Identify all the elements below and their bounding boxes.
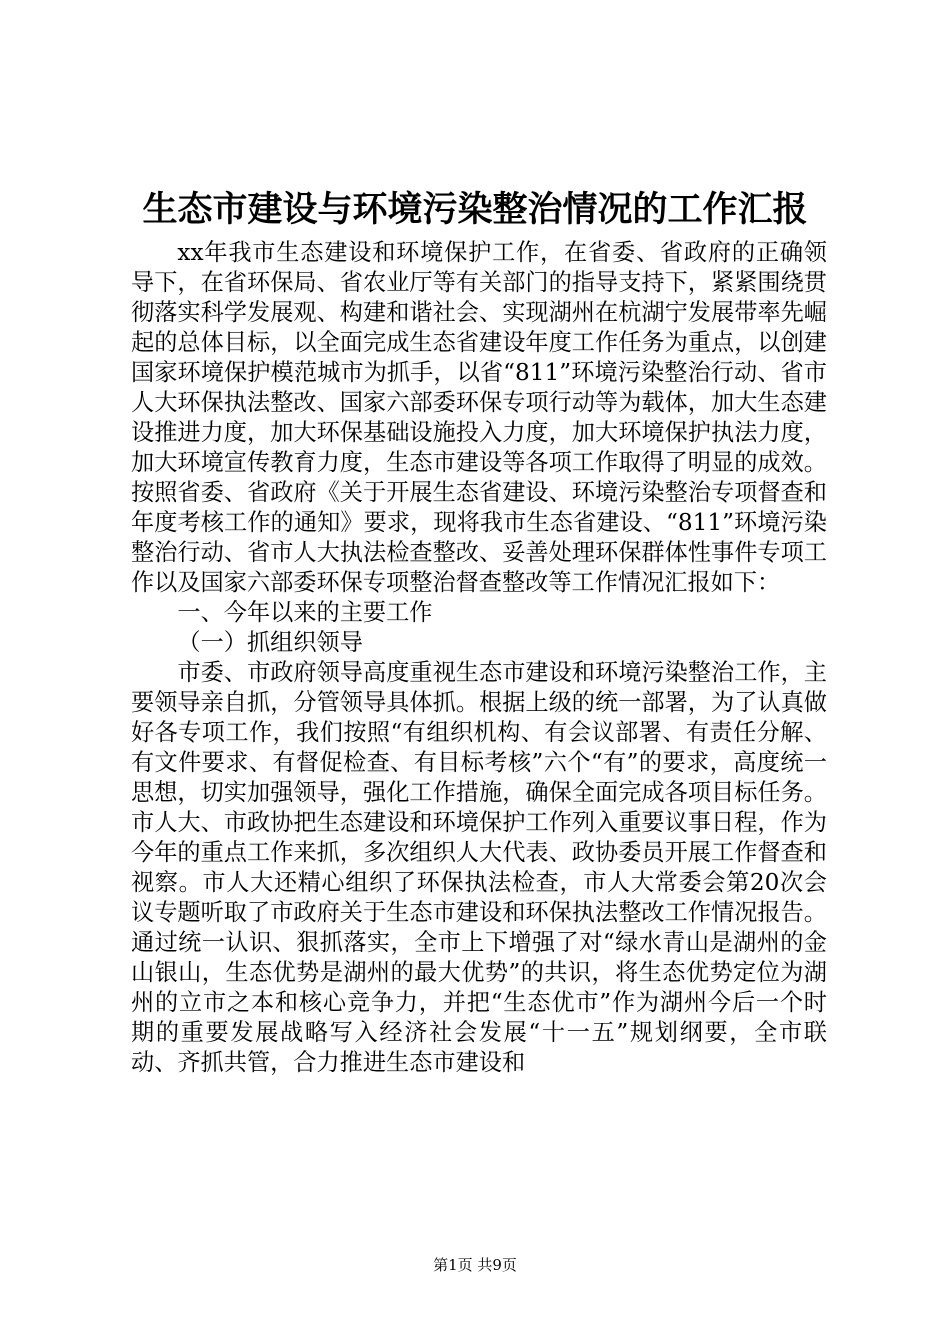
section-heading: 一、今年以来的主要工作	[177, 599, 433, 626]
paragraph-organization: 市委、市政府领导高度重视生态市建设和环境污染整治工作，主要领导亲自抓，分管领导具体抓。根据上级的统一部署，为了认真做好各专项工作，我们按照“有组织机构、有会议部署、有责任分解、有文件要求、有督促检查、有目标考核”六个“有”的要求，高度统一思想，切实加强领导，强化工作措施，确保全面完成各项目标任务。市人大、市政协把生态建设和环境保护工作列入重要议事日程，作为今年的重点工作来抓，多次组织人大代表、政协委员开展工作督查和视察。市人大还精心组织了环保执法检查，市人大常委会第20次会议专题听取了市政府关于生态市建设和环保执法整改工作情况报告。通过统一认识、狠抓落实，全市上下增强了对“绿水青山是湖州的金山银山，生态优势是湖州的最大优势”的共识，将生态优势定位为湖州的立市之本和核心竞争力，并把“生态优市”作为湖州今后一个时期的重要发展战略写入经济社会发展“十一五”规划纲要，全市联动、齐抓共管，合力推进生态市建设和	[131, 659, 827, 1076]
paragraph-intro: xx年我市生态建设和环境保护工作，在省委、省政府的正确领导下，在省环保局、省农业厅等有关部门的指导支持下，紧紧围绕贯彻落实科学发展观、构建和谐社会、实现湖州在杭湖宁发展带率先崛起的总体目标，以全面完成生态省建设年度工作任务为重点，以创建国家环境保护模范城市为抓手，以省“811”环境污染整治行动、省市人大环保执法整改、国家六部委环保专项行动等为载体，加大生态建设推进力度，加大环保基础设施投入力度，加大环境保护执法力度，加大环境宣传教育力度，生态市建设等各项工作取得了明显的成效。按照省委、省政府《关于开展生态省建设、环境污染整治专项督查和年度考核工作的通知》要求，现将我市生态省建设、“811”环境污染整治行动、省市人大执法检查整改、妥善处理环保群体性事件专项工作以及国家六部委环保专项整治督查整改等工作情况汇报如下：	[131, 239, 827, 596]
subsection-heading: （一）抓组织领导	[177, 629, 363, 656]
document-body	[131, 238, 827, 1078]
document-title: 生态市建设与环境污染整治情况的工作汇报	[142, 189, 808, 230]
page-number-footer: 第1页 共9页	[433, 1256, 517, 1274]
